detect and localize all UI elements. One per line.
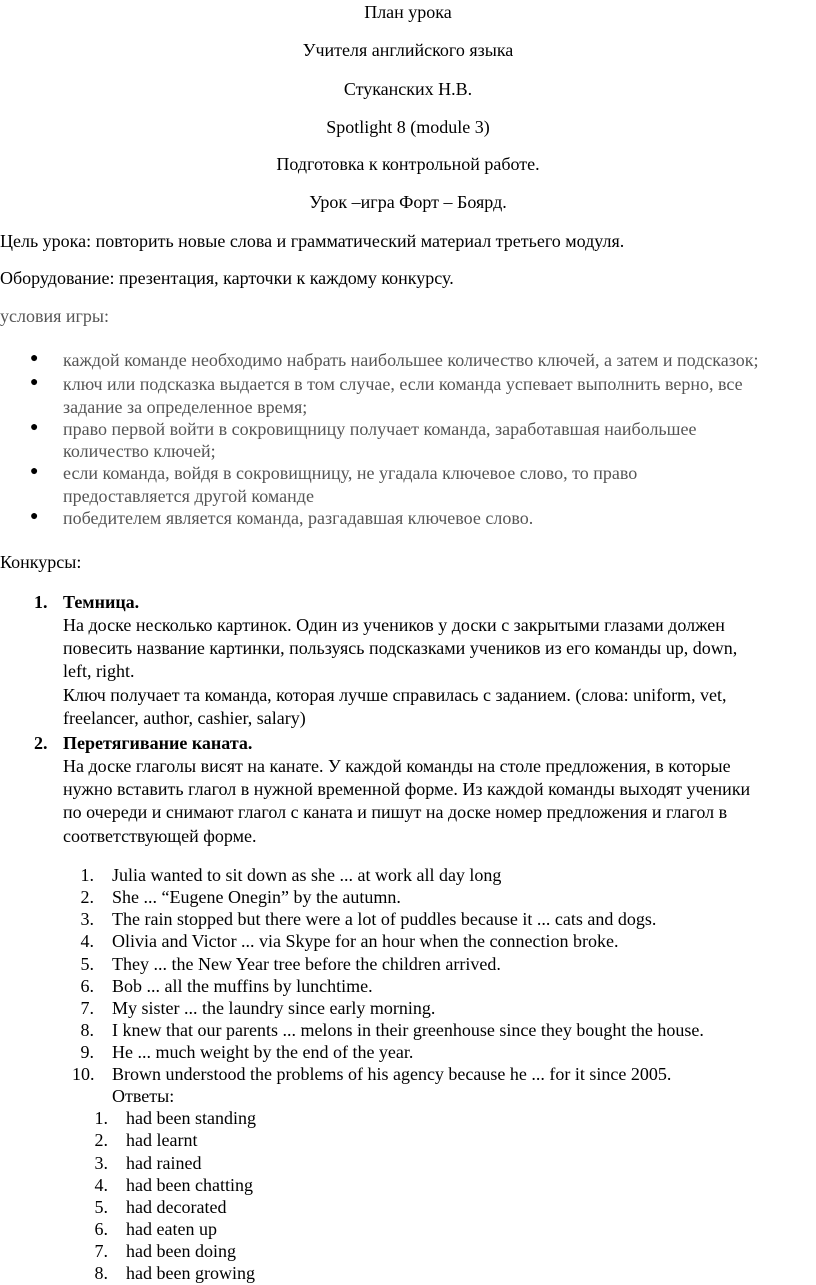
condition-line: количество ключей; — [63, 441, 216, 461]
sentence-number: 1. — [80, 865, 94, 885]
sentence-text: My sister ... the laundry since early morning. — [112, 998, 436, 1018]
lesson-equipment: Оборудование: презентация, карточки к каждому конкурсу. — [0, 268, 454, 288]
bullet-icon: ● — [30, 464, 39, 479]
contest-number: 2. — [34, 733, 48, 753]
sentence-text: Brown understood the problems of his agency because he ... for it since 2005. — [112, 1064, 672, 1084]
answer-text: had decorated — [126, 1197, 227, 1217]
condition-line: каждой команде необходимо набрать наибольшее количество ключей, а затем и подсказок; — [63, 350, 759, 370]
prep-line: Подготовка к контрольной работе. — [276, 154, 540, 174]
answer-number: 8. — [94, 1263, 108, 1283]
answer-text: had learnt — [126, 1130, 198, 1150]
sentence-number: 6. — [80, 976, 94, 996]
answer-number: 6. — [94, 1219, 108, 1239]
sentence-number: 2. — [80, 887, 94, 907]
sentence-text: Julia wanted to sit down as she ... at work all day long — [112, 865, 502, 885]
plan-title: План урока — [364, 2, 452, 22]
lesson-line: Урок –игра Форт – Боярд. — [309, 192, 507, 212]
contest-text-line: нужно вставить глагол в нужной временной форме. Из каждой команды выходят ученики — [63, 779, 751, 799]
condition-line: если команда, войдя в сокровищницу, не угадала ключевое слово, то право — [63, 463, 638, 483]
lesson-goal: Цель урока: повторить новые слова и грамматический материал третьего модуля. — [0, 231, 625, 251]
contest-text-line: Ключ получает та команда, которая лучше справилась с заданием. (слова: uniform, vet, — [63, 685, 727, 705]
condition-line: задание за определенное время; — [63, 397, 308, 417]
contest-text-line: На доске несколько картинок. Один из учеников у доски с закрытыми глазами должен — [63, 615, 725, 635]
sentence-text: They ... the New Year tree before the children arrived. — [112, 954, 501, 974]
teacher-name: Стуканских Н.В. — [343, 79, 473, 99]
textbook-line: Spotlight 8 (module 3) — [326, 117, 490, 137]
sentence-text: I knew that our parents ... melons in their greenhouse since they bought the house. — [112, 1020, 704, 1040]
answer-number: 4. — [94, 1175, 108, 1195]
bullet-icon: ● — [30, 351, 39, 366]
answer-number: 1. — [94, 1108, 108, 1128]
sentence-number: 9. — [80, 1042, 94, 1062]
condition-line: победителем является команда, разгадавшая ключевое слово. — [63, 508, 534, 528]
condition-line: право первой войти в сокровищницу получает команда, заработавшая наибольшее — [63, 419, 697, 439]
answer-text: had been chatting — [126, 1175, 253, 1195]
contest-text-line: по очереди и снимают глагол с каната и пишут на доске номер предложения и глагол в — [63, 802, 728, 822]
answers-title: Ответы: — [112, 1086, 175, 1106]
contest-text-line: freelancer, author, cashier, salary) — [63, 708, 306, 728]
teacher-line: Учителя английского языка — [302, 40, 514, 60]
sentence-text: He ... much weight by the end of the year. — [112, 1042, 414, 1062]
bullet-icon: ● — [30, 509, 39, 524]
answer-number: 3. — [94, 1153, 108, 1173]
contest-title: Темница. — [63, 592, 140, 612]
bullet-icon: ● — [30, 420, 39, 435]
sentence-number: 4. — [80, 931, 94, 951]
sentence-text: Olivia and Victor ... via Skype for an hour when the connection broke. — [112, 931, 619, 951]
answer-text: had eaten up — [126, 1219, 217, 1239]
condition-line: ключ или подсказка выдается в том случае, если команда успевает выполнить верно, все — [63, 374, 743, 394]
contest-text-line: соответствующей форме. — [63, 826, 257, 846]
sentence-text: She ... “Eugene Onegin” by the autumn. — [112, 887, 401, 907]
contests-title: Конкурсы: — [0, 552, 82, 572]
answer-number: 2. — [94, 1130, 108, 1150]
answer-number: 5. — [94, 1197, 108, 1217]
sentence-text: Bob ... all the muffins by lunchtime. — [112, 976, 373, 996]
contest-title: Перетягивание каната. — [63, 733, 253, 753]
contest-text-line: left, right. — [63, 661, 135, 681]
condition-line: предоставляется другой команде — [63, 486, 314, 506]
answer-text: had rained — [126, 1153, 202, 1173]
sentence-number: 8. — [80, 1020, 94, 1040]
contest-text-line: На доске глаголы висят на канате. У каждой команды на столе предложения, в которые — [63, 756, 731, 776]
contest-text-line: повесить название картинки, пользуясь подсказками учеников из его команды up, down, — [63, 638, 738, 658]
answer-text: had been growing — [126, 1263, 255, 1283]
sentence-number: 10. — [72, 1064, 95, 1084]
answer-text: had been standing — [126, 1108, 256, 1128]
bullet-icon: ● — [30, 375, 39, 390]
sentence-number: 3. — [80, 909, 94, 929]
sentence-text: The rain stopped but there were a lot of puddles because it ... cats and dogs. — [112, 909, 657, 929]
sentence-number: 5. — [80, 954, 94, 974]
answer-text: had been doing — [126, 1241, 236, 1261]
answer-number: 7. — [94, 1241, 108, 1261]
conditions-title: условия игры: — [0, 306, 109, 326]
contest-number: 1. — [34, 592, 48, 612]
sentence-number: 7. — [80, 998, 94, 1018]
